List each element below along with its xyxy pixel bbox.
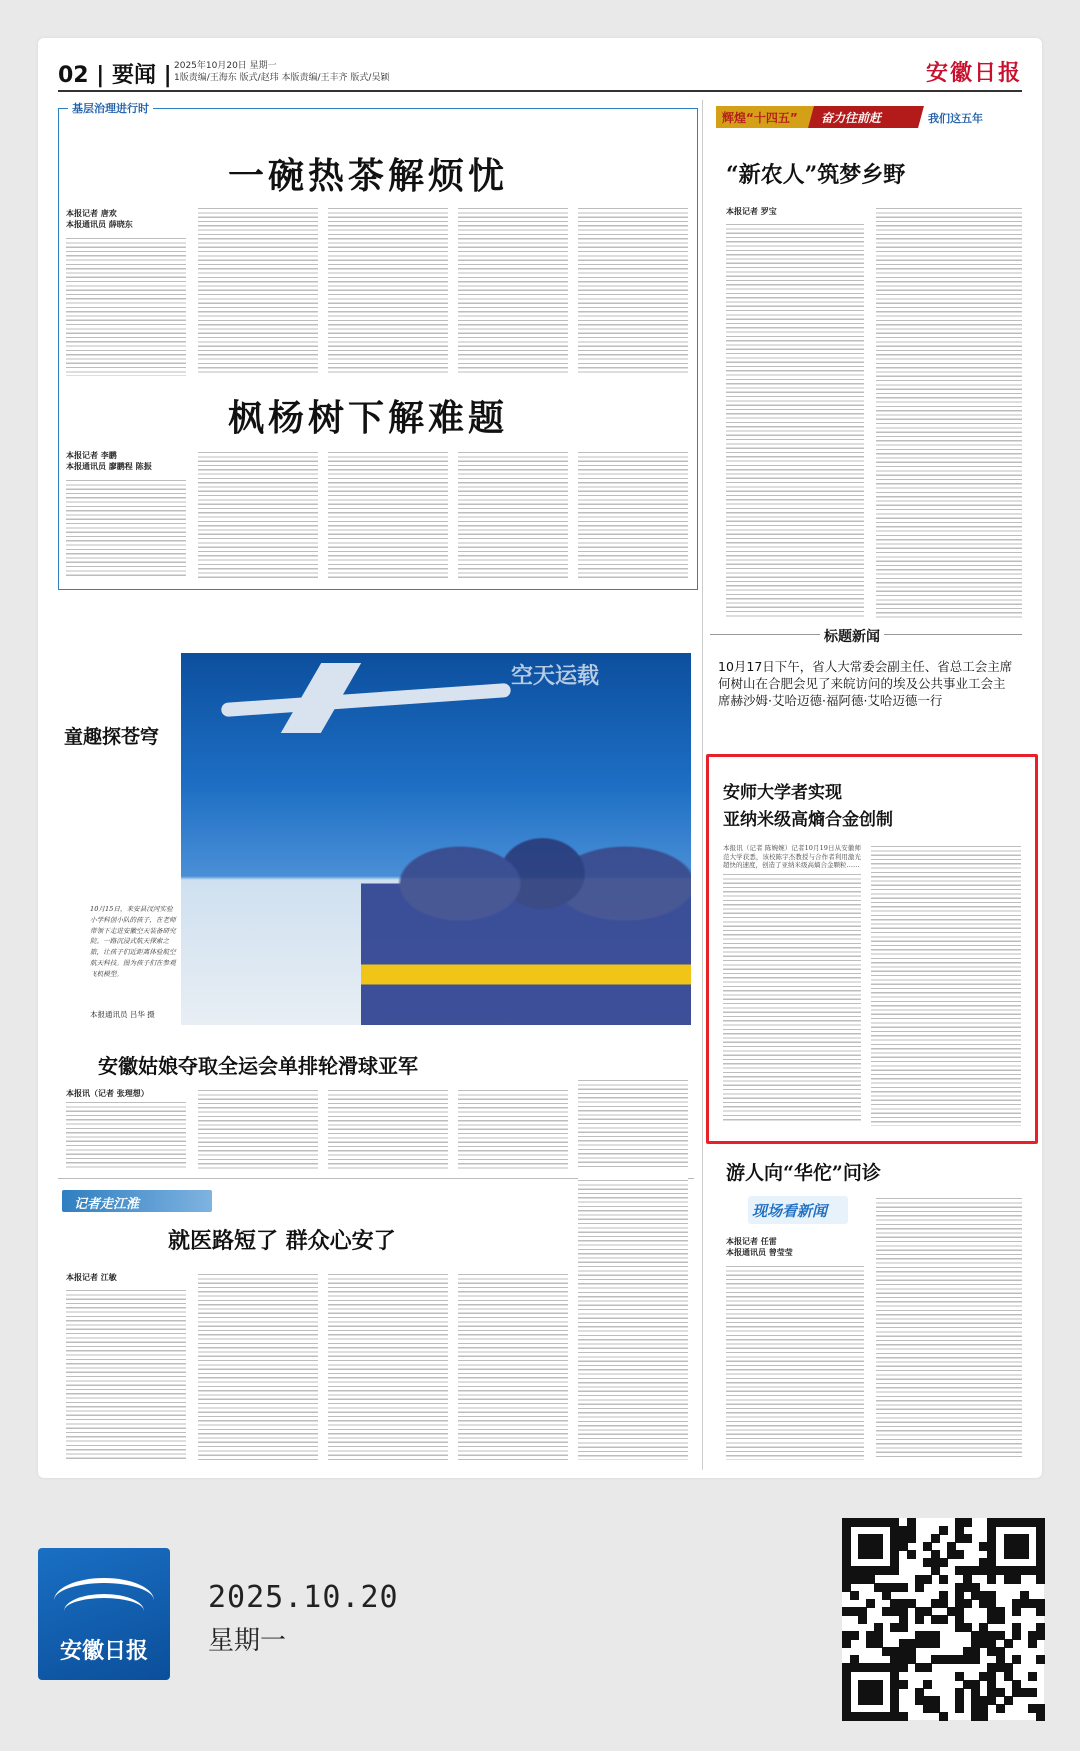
article2-col1 xyxy=(66,478,186,578)
qr-module xyxy=(1012,1607,1021,1616)
article2-col5 xyxy=(578,450,688,578)
page-meta xyxy=(174,60,504,84)
article1-col1 xyxy=(66,236,186,376)
qr-module xyxy=(923,1575,932,1584)
qr-module xyxy=(923,1663,932,1672)
article3-col2 xyxy=(876,206,1022,618)
qr-module xyxy=(1012,1575,1021,1584)
article4-byline: 本报讯（记者 张理想） xyxy=(66,1089,149,1098)
children-group xyxy=(361,823,691,1025)
page-number: 02 | 要闻 | xyxy=(58,63,172,88)
qr-module xyxy=(874,1696,883,1705)
article6-title[interactable]: 就医路短了 群众心安了 xyxy=(168,1228,396,1254)
qr-module xyxy=(931,1534,940,1543)
qr-module xyxy=(915,1583,924,1592)
qr-module xyxy=(1028,1688,1037,1697)
photo-banner-text: 空天运载 xyxy=(511,664,600,689)
article1-byline1: 本报记者 唐欢 xyxy=(66,209,117,218)
qr-module xyxy=(842,1639,851,1648)
qr-module xyxy=(874,1550,883,1559)
plane-model-fuselage xyxy=(221,683,511,717)
article1-col2 xyxy=(198,206,318,374)
qr-module xyxy=(858,1615,867,1624)
headline-news-text[interactable]: 10月17日下午，省人大常委会副主任、省总工会主席何树山在合肥会见了来皖访问的埃及公共事业工会主席赫沙姆·艾哈迈德·福阿德·艾哈迈德一行 xyxy=(718,659,1013,708)
qr-module xyxy=(1028,1672,1037,1681)
qr-module xyxy=(850,1631,859,1640)
featured-body-start: 本报讯（记者 陈婉婉）记者10月19日从安徽师范大学获悉，该校陈宇杰教授与合作者利用激光超快的速度，创造了亚纳米级高熵合金颗粒…… xyxy=(723,844,861,870)
article1-byline xyxy=(66,208,133,230)
qr-module xyxy=(850,1591,859,1600)
photo-caption: 10月15日，来安县汊河实验小学科创小队的孩子，在老师带领下走进安徽空天装备研究院。一路沉浸式航天探索之旅，让孩子们近距离体验航空航天科技。图为孩子们在参观飞机模型。 xyxy=(90,905,176,978)
qr-module xyxy=(1036,1575,1045,1584)
article5-col1 xyxy=(726,1264,864,1460)
footer-logo xyxy=(38,1548,170,1680)
article2-title[interactable]: 枫杨树下解难题 xyxy=(228,397,509,439)
article3-byline: 本报记者 罗宝 xyxy=(726,207,777,216)
photo-byline: 本报通讯员 吕华 摄 xyxy=(90,1010,155,1019)
featured-col2 xyxy=(871,844,1021,1126)
article1-col5 xyxy=(578,206,688,374)
qr-module xyxy=(915,1615,924,1624)
qr-module xyxy=(899,1712,908,1721)
article4-title[interactable]: 安徽姑娘夺取全运会单排轮滑球亚军 xyxy=(98,1054,418,1078)
qr-module xyxy=(971,1655,980,1664)
meta-date: 2025年10月20日 星期一 xyxy=(174,61,277,71)
qr-module xyxy=(955,1550,964,1559)
qr-module xyxy=(923,1680,932,1689)
article2-byline2: 本报通讯员 廖鹏程 陈振 xyxy=(66,462,152,471)
qr-module xyxy=(1036,1607,1045,1616)
article6-col1 xyxy=(66,1288,186,1460)
qr-module xyxy=(1036,1655,1045,1664)
article4-col3 xyxy=(328,1088,448,1170)
banner-part1: 辉煌“十四五” xyxy=(722,111,798,125)
article1-col4 xyxy=(458,206,568,374)
banner-part2: 奋力往前赶 xyxy=(821,111,882,125)
vertical-divider xyxy=(702,100,703,1470)
qr-code-icon[interactable] xyxy=(842,1518,1044,1720)
banner-part3: 我们这五年 xyxy=(928,112,983,125)
article1-title[interactable]: 一碗热茶解烦忧 xyxy=(228,155,509,197)
article1-col3 xyxy=(328,206,448,374)
article4-col5 xyxy=(578,1078,688,1170)
qr-module xyxy=(1020,1550,1029,1559)
qr-module xyxy=(1012,1631,1021,1640)
article5-byline: 本报记者 任雷 本报通讯员 曾莹莹 xyxy=(726,1237,793,1257)
masthead-logo: 安徽日报 xyxy=(925,60,1022,86)
article6-col2 xyxy=(198,1272,318,1460)
footer-logo-text: 安徽日报 xyxy=(59,1638,148,1664)
footer-date: 2025.10.20 xyxy=(208,1580,399,1615)
qr-module xyxy=(1004,1639,1013,1648)
qr-module xyxy=(996,1615,1005,1624)
qr-module xyxy=(955,1704,964,1713)
five-year-banner xyxy=(716,106,1024,128)
qr-module xyxy=(899,1680,908,1689)
qr-module xyxy=(939,1526,948,1535)
section-grassroots: 基层治理进行时 xyxy=(68,100,153,116)
featured-title-line1: 安师大学者实现 xyxy=(723,783,842,803)
qr-module xyxy=(987,1575,996,1584)
qr-module xyxy=(1004,1696,1013,1705)
qr-module xyxy=(866,1599,875,1608)
photo-story-title[interactable]: 童趣探苍穹 xyxy=(64,726,160,748)
article2-byline xyxy=(66,450,152,472)
photo-kids-aerospace xyxy=(181,653,691,1025)
article2-col4 xyxy=(458,450,568,578)
article4-col2 xyxy=(198,1088,318,1170)
article6-col5 xyxy=(578,1178,688,1460)
qr-module xyxy=(907,1550,916,1559)
article3-col1 xyxy=(726,222,864,618)
featured-title[interactable] xyxy=(723,780,893,834)
logo-wave-icon-2 xyxy=(64,1594,144,1628)
qr-module xyxy=(963,1599,972,1608)
qr-module xyxy=(996,1704,1005,1713)
header-divider xyxy=(58,90,1022,92)
qr-module xyxy=(939,1558,948,1567)
newspaper-page xyxy=(38,38,1042,1478)
featured-col1-fill xyxy=(723,872,861,1122)
live-news-badge: 现场看新闻 xyxy=(752,1202,828,1220)
article5-col2 xyxy=(876,1196,1022,1460)
qr-module xyxy=(1028,1639,1037,1648)
qr-module xyxy=(1036,1631,1045,1640)
qr-module xyxy=(899,1663,908,1672)
qr-module xyxy=(890,1566,899,1575)
article2-col3 xyxy=(328,450,448,578)
qr-module xyxy=(907,1534,916,1543)
qr-module xyxy=(963,1534,972,1543)
article1-byline2: 本报通讯员 薛晓东 xyxy=(66,220,133,229)
article3-title[interactable]: “新农人”筑梦乡野 xyxy=(726,162,906,188)
footer-weekday: 星期一 xyxy=(208,1626,287,1656)
qr-module xyxy=(931,1639,940,1648)
qr-module xyxy=(979,1712,988,1721)
qr-module xyxy=(939,1712,948,1721)
qr-module xyxy=(939,1615,948,1624)
article6-col3 xyxy=(328,1272,448,1460)
qr-module xyxy=(899,1583,908,1592)
featured-title-line2: 亚纳米级高熵合金创制 xyxy=(723,810,893,830)
qr-module xyxy=(899,1623,908,1632)
column-tag: 记者走江淮 xyxy=(74,1197,140,1212)
qr-module xyxy=(963,1518,972,1527)
article6-col4 xyxy=(458,1272,568,1460)
featured-col1 xyxy=(723,844,861,1130)
meta-editors: 1版责编/王海东 版式/赵玮 本版责编/王丰齐 版式/吴颖 xyxy=(174,73,390,83)
article2-col2 xyxy=(198,450,318,578)
article4-col4 xyxy=(458,1088,568,1170)
qr-module xyxy=(1036,1712,1045,1721)
article4-col1 xyxy=(66,1100,186,1170)
article5-title[interactable]: 游人向“华佗”问诊 xyxy=(726,1162,881,1184)
article6-byline: 本报记者 江敏 xyxy=(66,1273,117,1282)
headline-news-tag: 标题新闻 xyxy=(820,626,884,646)
qr-module xyxy=(1012,1655,1021,1664)
qr-module xyxy=(939,1575,948,1584)
article2-byline1: 本报记者 李鹏 xyxy=(66,451,117,460)
